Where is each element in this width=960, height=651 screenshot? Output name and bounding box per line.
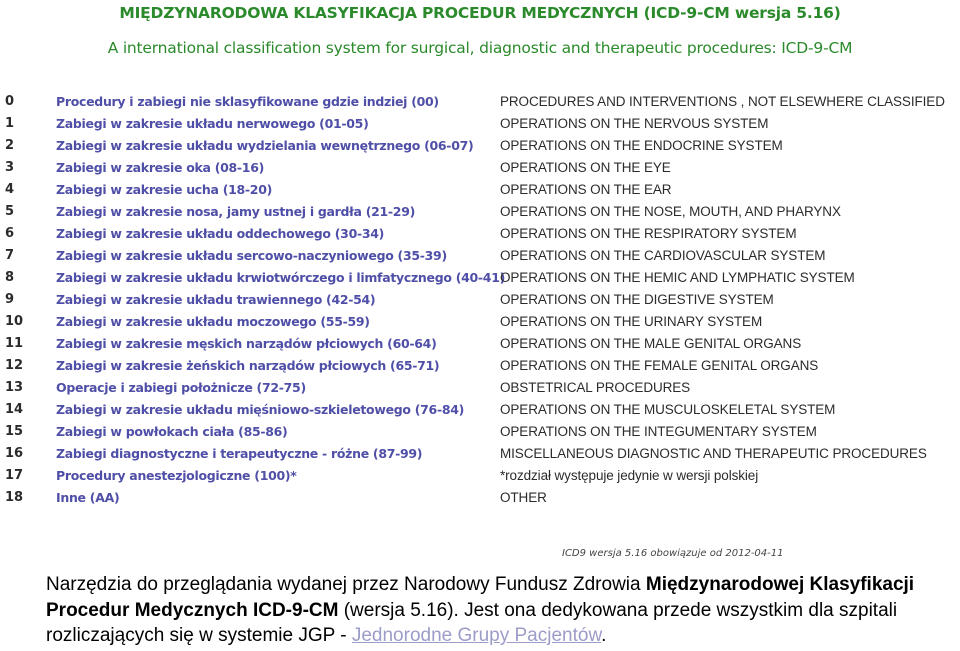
chapter-row[interactable] <box>0 355 960 377</box>
chapter-english-name: *rozdział występuje jedynie w wersji polskiej <box>500 468 759 483</box>
chapter-code: 2 <box>5 138 15 153</box>
description-text: Narzędzia do przeglądania wydanej przez Narodowy Fundusz Zdrowia <box>46 574 646 595</box>
chapter-code: 5 <box>5 204 15 219</box>
chapter-polish-link[interactable]: Zabiegi w zakresie układu trawiennego (42-54) <box>56 292 376 307</box>
chapter-row[interactable] <box>0 311 960 333</box>
chapter-code: 10 <box>5 314 24 329</box>
description-text: . <box>601 625 607 646</box>
chapter-row[interactable] <box>0 399 960 421</box>
chapter-code: 11 <box>5 336 24 351</box>
description-paragraph <box>46 572 956 649</box>
chapter-english-name: OPERATIONS ON THE EYE <box>500 160 671 175</box>
chapter-row[interactable] <box>0 157 960 179</box>
chapter-row[interactable] <box>0 377 960 399</box>
version-note: ICD9 wersja 5.16 obowiązuje od 2012-04-11 <box>562 548 784 559</box>
chapter-code: 7 <box>5 248 15 263</box>
jgp-link[interactable]: Jednorodne Grupy Pacjentów <box>351 625 602 646</box>
chapter-english-name: OPERATIONS ON THE MALE GENITAL ORGANS <box>500 336 802 351</box>
chapter-code: 16 <box>5 446 24 461</box>
chapter-row[interactable] <box>0 113 960 135</box>
chapter-row[interactable] <box>0 135 960 157</box>
chapter-code: 4 <box>5 182 15 197</box>
chapter-polish-link[interactable]: Zabiegi diagnostyczne i terapeutyczne - różne (87-99) <box>56 446 423 461</box>
chapter-row[interactable] <box>0 289 960 311</box>
chapter-polish-link[interactable]: Zabiegi w zakresie męskich narządów płciowych (60-64) <box>56 336 437 351</box>
chapter-polish-link[interactable]: Zabiegi w zakresie oka (08-16) <box>56 160 265 175</box>
chapter-polish-link[interactable]: Zabiegi w zakresie ucha (18-20) <box>56 182 273 197</box>
chapter-row[interactable] <box>0 267 960 289</box>
chapter-polish-link[interactable]: Inne (AA) <box>56 490 120 505</box>
chapter-code: 14 <box>5 402 24 417</box>
chapter-english-name: OPERATIONS ON THE RESPIRATORY SYSTEM <box>500 226 797 241</box>
chapter-row[interactable] <box>0 443 960 465</box>
chapter-english-name: OPERATIONS ON THE INTEGUMENTARY SYSTEM <box>500 424 817 439</box>
chapter-polish-link[interactable]: Zabiegi w zakresie układu wydzielania wewnętrznego (06-07) <box>56 138 474 153</box>
chapter-row[interactable] <box>0 223 960 245</box>
chapter-polish-link[interactable]: Zabiegi w zakresie układu sercowo-naczyniowego (35-39) <box>56 248 447 263</box>
chapter-english-name: OPERATIONS ON THE HEMIC AND LYMPHATIC SYSTEM <box>500 270 855 285</box>
chapter-english-name: OTHER <box>500 490 547 505</box>
chapter-code: 0 <box>5 94 15 109</box>
chapter-row[interactable] <box>0 201 960 223</box>
page-title: MIĘDZYNARODOWA KLASYFIKACJA PROCEDUR MEDYCZNYCH (ICD-9-CM wersja 5.16) <box>119 4 841 22</box>
chapter-row[interactable] <box>0 465 960 487</box>
chapter-polish-link[interactable]: Operacje i zabiegi położnicze (72-75) <box>56 380 306 395</box>
chapter-polish-link[interactable]: Zabiegi w zakresie układu mięśniowo-szkieletowego (76-84) <box>56 402 465 417</box>
chapter-code: 8 <box>5 270 15 285</box>
chapter-polish-link[interactable]: Zabiegi w zakresie układu krwiotwórczego i limfatycznego (40-41) <box>56 270 506 285</box>
chapter-polish-link[interactable]: Procedury anestezjologiczne (100)* <box>56 468 297 483</box>
chapter-english-name: PROCEDURES AND INTERVENTIONS , NOT ELSEWHERE CLASSIFIED <box>500 94 945 109</box>
chapter-row[interactable] <box>0 487 960 509</box>
chapter-english-name: OPERATIONS ON THE FEMALE GENITAL ORGANS <box>500 358 819 373</box>
chapter-english-name: OPERATIONS ON THE NERVOUS SYSTEM <box>500 116 769 131</box>
description-text: (wersja 5.16). Jest ona dedykowana przede wszystkim dla szpitali rozliczających się w systemie JGP - <box>46 599 898 646</box>
chapter-code: 15 <box>5 424 24 439</box>
chapter-row[interactable] <box>0 333 960 355</box>
chapter-code: 9 <box>5 292 15 307</box>
chapter-polish-link[interactable]: Zabiegi w zakresie żeńskich narządów płciowych (65-71) <box>56 358 440 373</box>
chapter-code: 6 <box>5 226 15 241</box>
chapter-code: 12 <box>5 358 24 373</box>
chapter-english-name: OPERATIONS ON THE NOSE, MOUTH, AND PHARYNX <box>500 204 841 219</box>
chapter-polish-link[interactable]: Zabiegi w powłokach ciała (85-86) <box>56 424 288 439</box>
chapter-row[interactable] <box>0 91 960 113</box>
chapter-polish-link[interactable]: Zabiegi w zakresie układu oddechowego (30-34) <box>56 226 385 241</box>
page-subtitle: A international classification system for surgical, diagnostic and therapeutic procedures: ICD-9-CM <box>107 39 853 57</box>
chapter-polish-link[interactable]: Zabiegi w zakresie układu moczowego (55-59) <box>56 314 370 329</box>
chapter-code: 18 <box>5 490 24 505</box>
chapter-english-name: OPERATIONS ON THE MUSCULOSKELETAL SYSTEM <box>500 402 836 417</box>
chapter-english-name: OPERATIONS ON THE URINARY SYSTEM <box>500 314 763 329</box>
chapter-english-name: OBSTETRICAL PROCEDURES <box>500 380 691 395</box>
chapter-row[interactable] <box>0 245 960 267</box>
chapter-english-name: OPERATIONS ON THE CARDIOVASCULAR SYSTEM <box>500 248 826 263</box>
chapter-polish-link[interactable]: Procedury i zabiegi nie sklasyfikowane gdzie indziej (00) <box>56 94 439 109</box>
chapter-english-name: OPERATIONS ON THE EAR <box>500 182 672 197</box>
classification-name: Międzynarodowej Klasyfikacji Procedur Medycznych ICD-9-CM <box>46 574 915 621</box>
chapter-english-name: OPERATIONS ON THE ENDOCRINE SYSTEM <box>500 138 783 153</box>
chapter-code: 3 <box>5 160 15 175</box>
chapter-code: 13 <box>5 380 24 395</box>
chapter-english-name: OPERATIONS ON THE DIGESTIVE SYSTEM <box>500 292 774 307</box>
chapter-row[interactable] <box>0 421 960 443</box>
chapter-code: 1 <box>5 116 15 131</box>
chapter-english-name: MISCELLANEOUS DIAGNOSTIC AND THERAPEUTIC PROCEDURES <box>500 446 927 461</box>
chapter-row[interactable] <box>0 179 960 201</box>
chapter-polish-link[interactable]: Zabiegi w zakresie układu nerwowego (01-05) <box>56 116 369 131</box>
chapter-polish-link[interactable]: Zabiegi w zakresie nosa, jamy ustnej i gardła (21-29) <box>56 204 416 219</box>
chapter-list <box>0 91 960 509</box>
chapter-code: 17 <box>5 468 24 483</box>
